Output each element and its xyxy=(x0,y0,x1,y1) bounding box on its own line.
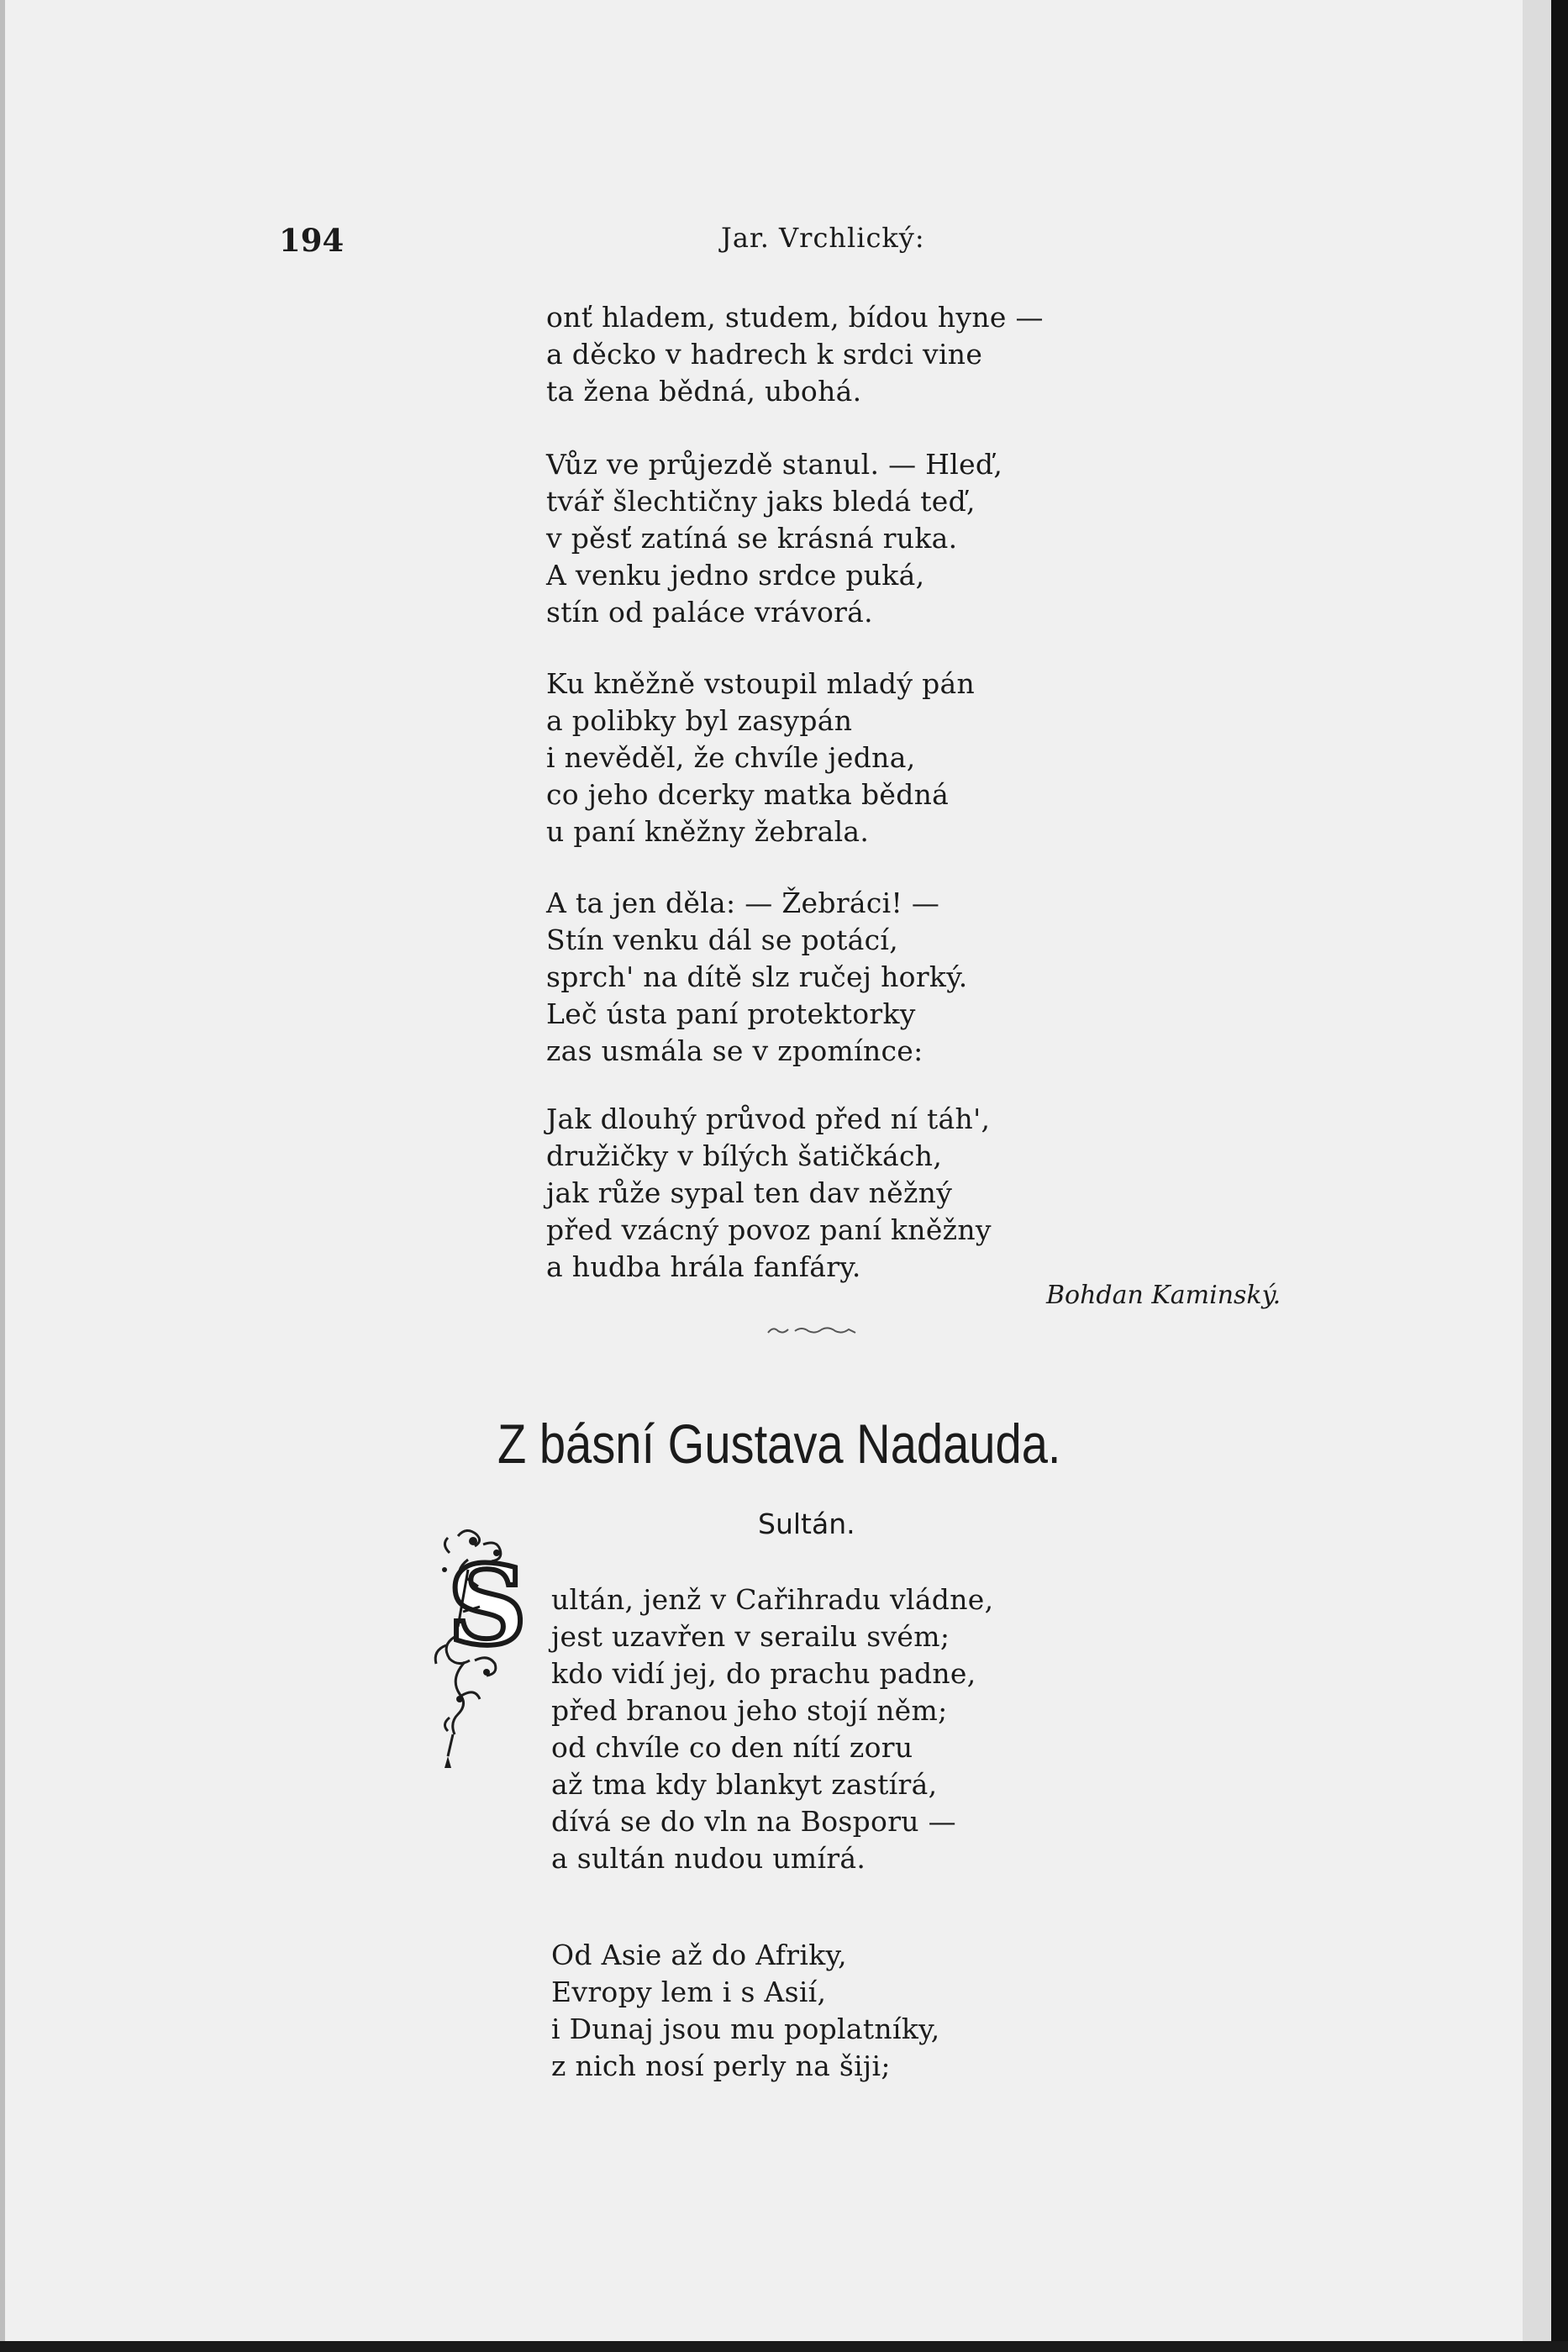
signature: Bohdan Kaminský. xyxy=(1046,1281,1281,1310)
verse-line: dívá se do vln na Bosporu — xyxy=(551,1805,956,1838)
page-left-edge xyxy=(0,0,5,2352)
verse-line: a sultán nudou umírá. xyxy=(551,1842,866,1875)
verse-line: tvář šlechtičny jaks bledá teď, xyxy=(546,485,976,518)
decorated-initial-s-icon xyxy=(424,1519,550,1771)
verse-line: až tma kdy blankyt zastírá, xyxy=(551,1768,938,1801)
verse-line: jest uzavřen v serailu svém; xyxy=(551,1620,950,1653)
page-bottom-edge xyxy=(0,2341,1568,2352)
verse-line: onť hladem, studem, bídou hyne — xyxy=(546,301,1044,334)
verse-line: Od Asie až do Afriky, xyxy=(551,1939,847,1971)
verse-line: Evropy lem i s Asií, xyxy=(551,1976,827,2008)
verse-line: a děcko v hadrech k srdci vine xyxy=(546,338,983,371)
verse-line: stín od paláce vrávorá. xyxy=(546,596,873,629)
running-head: Jar. Vrchlický: xyxy=(721,222,925,254)
verse-line: ta žena bědná, ubohá. xyxy=(546,375,862,408)
page-right-margin xyxy=(1523,0,1551,2352)
verse-line: od chvíle co den nítí zoru xyxy=(551,1731,913,1764)
verse-line: jak růže sypal ten dav něžný xyxy=(546,1176,953,1209)
verse-line: ultán, jenž v Cařihradu vládne, xyxy=(551,1583,994,1616)
verse-line: Stín venku dál se potácí, xyxy=(546,923,899,956)
verse-line: z nich nosí perly na šiji; xyxy=(551,2049,891,2082)
divider-ornament-icon xyxy=(766,1324,859,1336)
verse-line: Jak dlouhý průvod před ní táh', xyxy=(546,1102,991,1135)
verse-line: zas usmála se v zpomínce: xyxy=(546,1034,923,1067)
initial-letter: S xyxy=(448,1541,527,1670)
verse-line: u paní kněžny žebrala. xyxy=(546,815,870,848)
verse-line: před vzácný povoz paní kněžny xyxy=(546,1213,992,1246)
poem1-stanza-3 xyxy=(546,666,975,850)
verse-line: Vůz ve průjezdě stanul. — Hleď, xyxy=(546,448,1003,481)
poem1-stanza-1 xyxy=(546,299,1044,410)
verse-line: před branou jeho stojí něm; xyxy=(551,1694,948,1727)
verse-line: Leč ústa paní protektorky xyxy=(546,997,916,1030)
poem-title: Sultán. xyxy=(758,1507,855,1540)
verse-line: a hudba hrála fanfáry. xyxy=(546,1250,861,1283)
poem1-stanza-4 xyxy=(546,885,968,1070)
verse-line: kdo vidí jej, do prachu padne, xyxy=(551,1657,976,1690)
verse-line: i nevěděl, že chvíle jedna, xyxy=(546,741,916,774)
verse-line: A ta jen děla: — Žebráci! — xyxy=(546,887,940,919)
page-right-edge xyxy=(1551,0,1568,2352)
verse-line: Ku kněžně vstoupil mladý pán xyxy=(546,667,976,700)
verse-line: družičky v bílých šatičkách, xyxy=(546,1139,943,1172)
verse-line: a polibky byl zasypán xyxy=(546,704,853,737)
poem1-stanza-5 xyxy=(546,1101,992,1286)
verse-line: i Dunaj jsou mu poplatníky, xyxy=(551,2013,940,2045)
verse-line: v pěsť zatíná se krásná ruka. xyxy=(546,522,958,555)
page-number: 194 xyxy=(279,222,345,259)
verse-line: sprch' na dítě slz ručej horký. xyxy=(546,960,968,993)
verse-line: A venku jedno srdce puká, xyxy=(546,559,925,592)
verse-line: co jeho dcerky matka bědná xyxy=(546,778,950,811)
poem2-stanza-2 xyxy=(551,1937,939,2085)
section-title: Z básní Gustava Nadauda. xyxy=(497,1413,1061,1475)
poem2-stanza-1 xyxy=(551,1581,993,1877)
poem1-stanza-2 xyxy=(546,446,1002,631)
